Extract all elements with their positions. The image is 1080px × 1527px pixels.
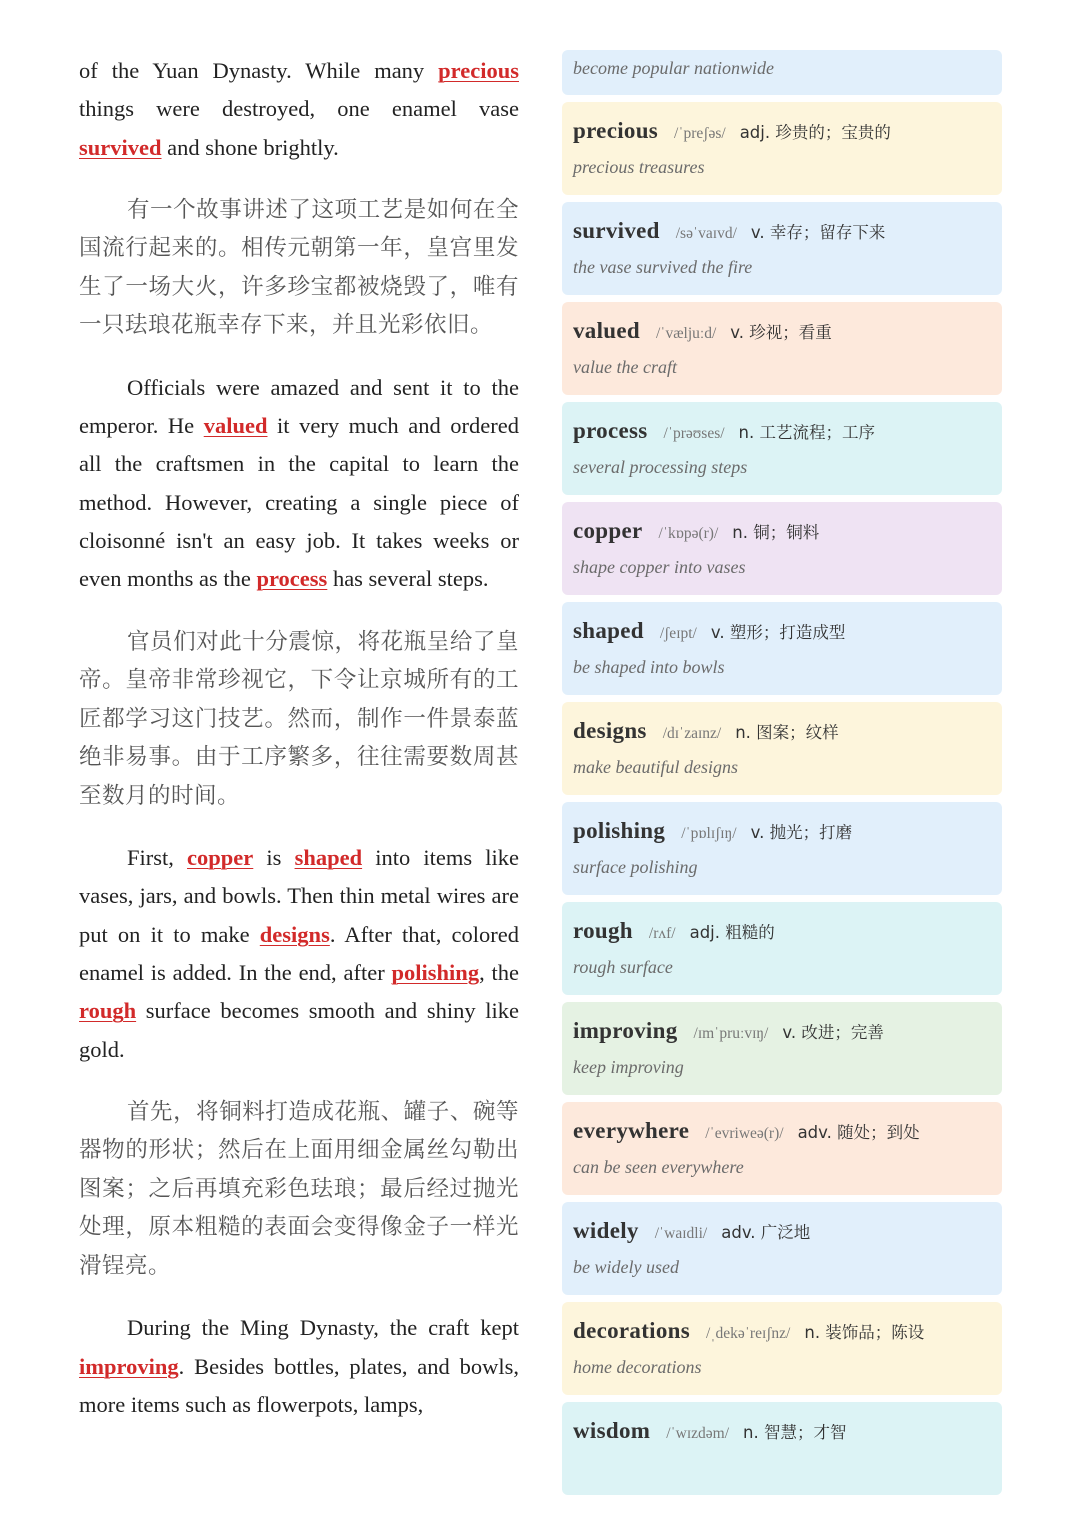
- vocab-headline: [573, 718, 991, 754]
- keyword-rough: rough: [79, 998, 137, 1024]
- vocab-word: improving: [573, 1018, 678, 1043]
- vocab-word: everywhere: [573, 1118, 690, 1143]
- vocab-phonetic: /ˈpɒlɪʃɪŋ/: [681, 825, 737, 842]
- vocab-headline: [573, 418, 991, 454]
- vocab-example: value the craft: [573, 357, 677, 377]
- keyword-copper: copper: [187, 845, 254, 871]
- vocab-phonetic: /ˌdekəˈreɪʃnz/: [706, 1325, 791, 1342]
- text-segment: it very much and ordered all the craftsmen in the capital to learn the method. However, creating a single piece of cloisonné isn't an easy job. It takes weeks or even months as the: [79, 413, 519, 592]
- vocab-definition: v. 抛光；打磨: [750, 823, 853, 842]
- keyword-improving: improving: [79, 1353, 179, 1379]
- vocab-word: polishing: [573, 818, 666, 843]
- english-paragraph-3: [79, 839, 519, 1069]
- vocab-phonetic: /ˈprəʊses/: [663, 425, 725, 442]
- vocabulary-column: [562, 50, 1002, 1502]
- text-segment: First,: [127, 845, 188, 871]
- keyword-process: process: [256, 566, 328, 592]
- vocab-example: become popular nationwide: [573, 58, 774, 78]
- vocab-definition: n. 图案；纹样: [735, 723, 839, 742]
- text-segment: Officials were amazed and sent it to the emperor. He: [79, 374, 519, 439]
- vocab-phonetic: /ʃeɪpt/: [659, 625, 697, 642]
- vocab-definition: v. 塑形；打造成型: [710, 623, 846, 642]
- vocab-word: decorations: [573, 1318, 691, 1343]
- vocab-example: can be seen everywhere: [573, 1157, 744, 1177]
- chinese-paragraph-1: 有一个故事讲述了这项工艺是如何在全国流行起来的。相传元朝第一年，皇宫里发生了一场大火，许多珍宝都被烧毁了，唯有一只珐琅花瓶幸存下来，并且光彩依旧。: [79, 196, 519, 339]
- vocab-headline: [573, 1418, 991, 1454]
- vocab-example: keep improving: [573, 1057, 684, 1077]
- vocab-definition: n. 装饰品；陈设: [804, 1323, 925, 1342]
- vocab-phonetic: /dɪˈzaɪnz/: [662, 725, 722, 742]
- vocab-definition: n. 铜；铜料: [732, 523, 820, 542]
- text-segment: has several steps.: [327, 566, 489, 592]
- text-segment: surface becomes smooth and shiny like gold.: [79, 998, 519, 1062]
- vocab-word: copper: [573, 518, 643, 543]
- text-segment: things were destroyed, one enamel vase: [79, 96, 519, 122]
- vocab-phonetic: /ˈevriweə(r)/: [705, 1125, 784, 1142]
- vocab-definition: v. 改进；完善: [782, 1023, 884, 1042]
- vocab-definition: v. 幸存；留存下来: [750, 223, 886, 242]
- vocab-definition: n. 智慧；才智: [743, 1423, 847, 1442]
- vocab-word: survived: [573, 218, 660, 243]
- vocab-definition: adv. 随处；到处: [797, 1123, 920, 1142]
- vocab-definition: v. 珍视；看重: [730, 323, 832, 342]
- vocab-phonetic: /ˈwɪzdəm/: [666, 1425, 730, 1442]
- vocab-headline: [573, 1218, 991, 1254]
- text-segment: , the: [479, 960, 519, 986]
- keyword-shaped: shaped: [294, 845, 363, 871]
- vocab-example: rough surface: [573, 957, 673, 977]
- vocab-phonetic: /ɪmˈpruːvɪŋ/: [693, 1025, 769, 1042]
- chinese-paragraph-3: 首先，将铜料打造成花瓶、罐子、碗等器物的形状；然后在上面用细金属丝勾勒出图案；之后再填充彩色珐琅；最后经过抛光处理，原本粗糙的表面会变得像金子一样光滑锃亮。: [79, 1098, 519, 1279]
- vocab-example: make beautiful designs: [573, 757, 738, 777]
- vocab-phonetic: /ˈwaɪdli/: [654, 1225, 708, 1242]
- vocab-example: surface polishing: [573, 857, 698, 877]
- vocab-card-shaped: [562, 602, 1002, 695]
- vocab-example: several processing steps: [573, 457, 748, 477]
- vocab-word: wisdom: [573, 1418, 651, 1443]
- vocab-card-decorations: [562, 1302, 1002, 1395]
- vocab-card-continued: [562, 50, 1002, 95]
- keyword-designs: designs: [259, 921, 330, 947]
- text-segment: into items like vases, jars, and bowls. Then thin metal wires are put on it to make: [79, 845, 519, 947]
- vocab-word: designs: [573, 718, 647, 743]
- vocab-card-rough: [562, 902, 1002, 995]
- vocab-word: rough: [573, 918, 633, 943]
- text-segment: is: [253, 845, 295, 871]
- vocab-example: be shaped into bowls: [573, 657, 725, 677]
- passage-column: [79, 52, 519, 1448]
- text-segment: During the Ming Dynasty, the craft kept: [127, 1315, 519, 1341]
- vocab-headline: [573, 1318, 991, 1354]
- vocab-headline: [573, 518, 991, 554]
- vocab-phonetic: /ˈkɒpə(r)/: [658, 525, 719, 542]
- vocab-headline: [573, 1118, 991, 1154]
- text-segment: and shone brightly.: [161, 134, 339, 160]
- vocab-card-wisdom: [562, 1402, 1002, 1495]
- vocab-card-polishing: [562, 802, 1002, 895]
- vocab-phonetic: /ˈvæljuːd/: [655, 325, 717, 342]
- vocab-definition: adj. 粗糙的: [689, 923, 775, 942]
- vocab-phonetic: /səˈvaɪvd/: [675, 225, 737, 242]
- keyword-survived: survived: [79, 134, 162, 160]
- vocab-headline: [573, 618, 991, 654]
- vocab-phonetic: /rʌf/: [648, 925, 676, 942]
- vocab-word: process: [573, 418, 648, 443]
- text-segment: . After that, colored enamel is added. In the end, after: [79, 921, 520, 986]
- vocab-example: shape copper into vases: [573, 557, 746, 577]
- vocab-headline: [573, 118, 991, 154]
- vocab-definition: adv. 广泛地: [721, 1223, 811, 1242]
- english-paragraph-4: [79, 1309, 519, 1424]
- vocab-headline: [573, 318, 991, 354]
- vocab-headline: [573, 1018, 991, 1054]
- vocab-example: the vase survived the fire: [573, 257, 753, 277]
- text-segment: of the Yuan Dynasty. While many: [79, 58, 439, 83]
- english-paragraph-2: [79, 369, 519, 599]
- vocab-example: home decorations: [573, 1357, 702, 1377]
- vocab-definition: n. 工艺流程；工序: [738, 423, 875, 442]
- keyword-polishing: polishing: [391, 960, 480, 986]
- text-segment: . Besides bottles, plates, and bowls, more items such as flowerpots, lamps,: [79, 1353, 519, 1418]
- vocab-example: be widely used: [573, 1257, 679, 1277]
- vocab-card-improving: [562, 1002, 1002, 1095]
- vocab-card-designs: [562, 702, 1002, 795]
- vocab-headline: [573, 218, 991, 254]
- vocab-card-everywhere: [562, 1102, 1002, 1195]
- english-paragraph-1: [79, 52, 519, 167]
- vocab-definition: adj. 珍贵的；宝贵的: [739, 123, 891, 142]
- keyword-valued: valued: [203, 413, 268, 439]
- chinese-paragraph-2: 官员们对此十分震惊，将花瓶呈给了皇帝。皇帝非常珍视它，下令让京城所有的工匠都学习这门技艺。然而，制作一件景泰蓝绝非易事。由于工序繁多，往往需要数周甚至数月的时间。: [79, 628, 519, 809]
- vocab-card-process: [562, 402, 1002, 495]
- vocab-word: widely: [573, 1218, 639, 1243]
- vocab-card-valued: [562, 302, 1002, 395]
- vocab-phonetic: /ˈpreʃəs/: [674, 125, 726, 142]
- vocab-card-precious: [562, 102, 1002, 195]
- vocab-headline: [573, 818, 991, 854]
- vocab-headline: [573, 918, 991, 954]
- vocab-example: precious treasures: [573, 157, 705, 177]
- vocab-card-survived: [562, 202, 1002, 295]
- vocab-word: valued: [573, 318, 640, 343]
- keyword-precious: precious: [438, 58, 519, 83]
- vocab-card-copper: [562, 502, 1002, 595]
- vocab-word: shaped: [573, 618, 644, 643]
- vocab-card-widely: [562, 1202, 1002, 1295]
- vocab-word: precious: [573, 118, 659, 143]
